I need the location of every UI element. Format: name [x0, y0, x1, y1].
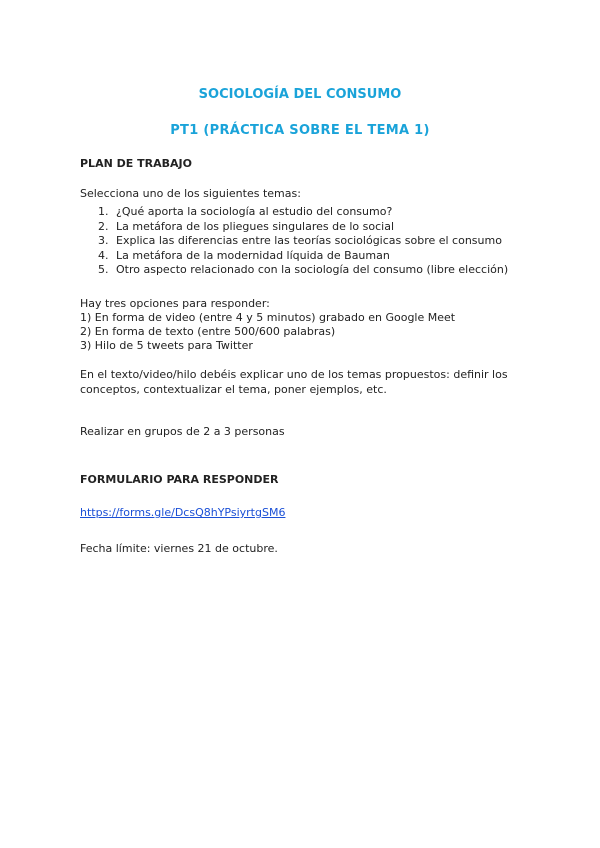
- option-item: 1) En forma de video (entre 4 y 5 minutos) grabado en Google Meet: [80, 311, 456, 324]
- list-item: 3. Explica las diferencias entre las teorías sociológicas sobre el consumo: [98, 234, 502, 247]
- section-heading-plan: PLAN DE TRABAJO: [80, 157, 192, 170]
- options-intro: Hay tres opciones para responder:: [80, 297, 270, 310]
- form-link[interactable]: https://forms.gle/DcsQ8hYPsiyrtgSM6: [80, 506, 286, 519]
- list-item: 4. La metáfora de la modernidad líquida de Bauman: [98, 248, 390, 262]
- option-item: 2) En forma de texto (entre 500/600 palabras): [80, 325, 336, 338]
- deadline-text: Fecha límite: viernes 21 de octubre.: [80, 542, 278, 555]
- list-item: 1. ¿Qué aporta la sociología al estudio del consumo?: [98, 205, 393, 218]
- topics-intro: Selecciona uno de los siguientes temas:: [80, 187, 301, 200]
- explain-paragraph: En el texto/video/hilo debéis explicar uno de los temas propuestos: definir los conceptos, contextualizar el tema, poner ejemplos, etc.: [80, 368, 508, 396]
- section-heading-form: FORMULARIO PARA RESPONDER: [80, 473, 279, 486]
- document-subtitle: PT1 (PRÁCTICA SOBRE EL TEMA 1): [170, 123, 430, 138]
- groups-note: Realizar en grupos de 2 a 3 personas: [80, 425, 285, 438]
- list-item: 2. La metáfora de los pliegues singulares de lo social: [98, 219, 395, 233]
- topics-list: [80, 205, 508, 278]
- document-title: SOCIOLOGÍA DEL CONSUMO: [198, 87, 402, 102]
- list-item: 5. Otro aspecto relacionado con la sociología del consumo (libre elección): [98, 263, 509, 276]
- option-item: 3) Hilo de 5 tweets para Twitter: [80, 339, 253, 352]
